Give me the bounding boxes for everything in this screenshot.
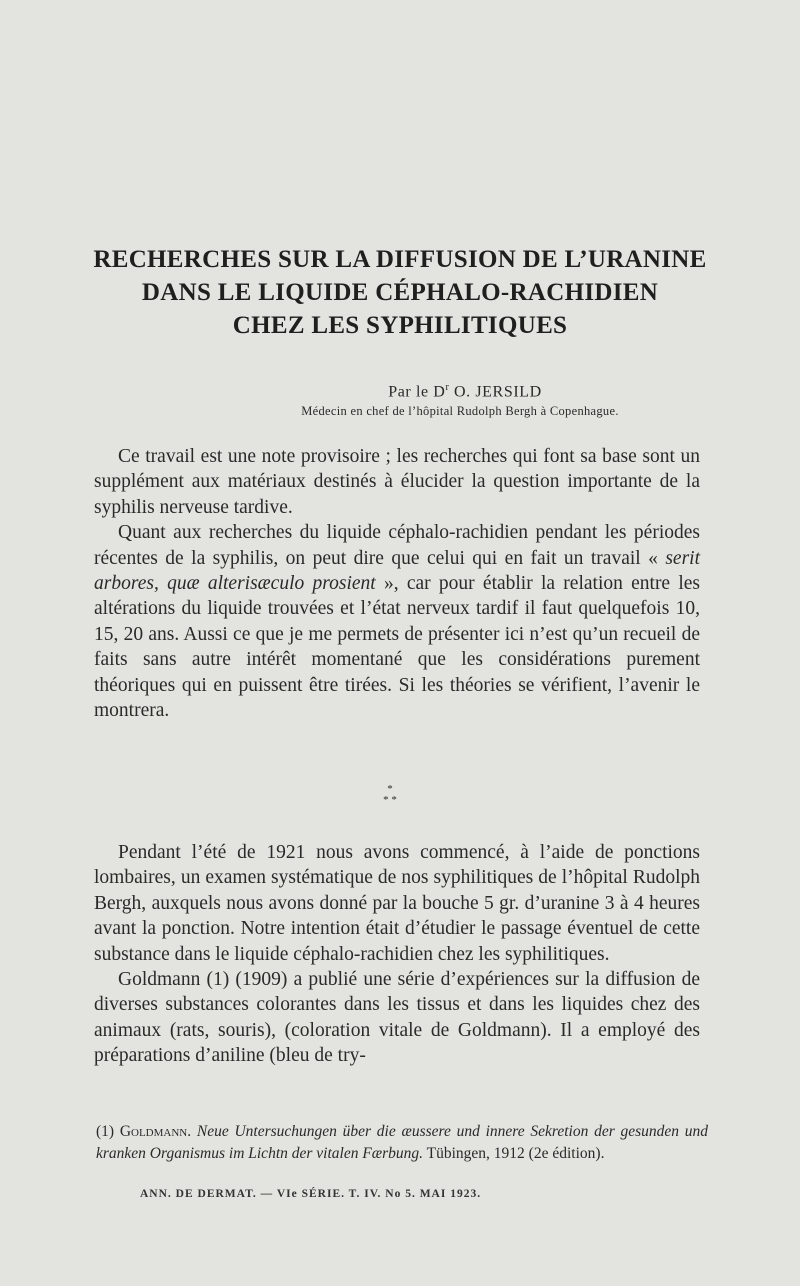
title-line-3: CHEZ LES SYPHILITIQUES [232,312,568,339]
author-name: O. JERSILD [449,383,542,401]
footnote-marker: (1) [96,1123,120,1140]
footnote-author: Goldmann. [119,1123,192,1140]
title-line-1: RECHERCHES SUR LA DIFFUSION DE L’URANINE [93,246,707,273]
footnote-publication: Tübingen, 1912 (2e édition). [423,1144,605,1162]
paragraph: Ce travail est une note provisoire ; les recherches qui font sa base sont un supplément aux matériaux destinés à élucider la question importante de la syphilis nerveuse tardive. [94,446,700,518]
main-section [94,840,700,1069]
paragraph-text: Quant aux recherches du liquide céphalo-rachidien pendant les périodes récentes de la syphilis, on peut dire que celui qui en fait un travail « [94,522,700,569]
author-line [220,382,710,401]
author-title-sup: r [445,382,450,393]
article-title [60,243,740,342]
author-prefix: Par le D [388,383,446,401]
paragraph: Pendant l’été de 1921 nous avons commencé, à l’aide de ponctions lombaires, un examen systématique de nos syphilitiques de l’hôpital Rudolph Bergh, auxquels nous avons donné par la bouche 5 gr. d’uranine 3 à 4 heures avant la ponction. Notre intention était d’étudier le passage éventuel de cette substance dans le liquide céphalo-rachidien chez les syphilitiques. [94,842,700,965]
paragraph [94,520,700,723]
footnote-work-title: Neue Untersuchungen über die æussere und innere Sekretion der gesunden und kranken Organismus im Lichtn der vitalen Færbung. [96,1123,709,1162]
intro-section [94,444,700,723]
journal-footer: ANN. DE DERMAT. — VIe SÉRIE. T. IV. No 5. MAI 1923. [140,1188,482,1200]
separator-star-top: * [387,783,393,795]
footnote [96,1121,708,1164]
separator-stars-bottom: * * [383,794,397,806]
author-affiliation: Médecin en chef de l’hôpital Rudolph Bergh à Copenhague. [301,404,619,418]
latin-quote: serit arbores, quæ alterisæculo prosient [94,547,700,595]
title-line-2: DANS LE LIQUIDE CÉPHALO-RACHIDIEN [141,279,659,306]
paragraph: Goldmann (1) (1909) a publié une série d’expériences sur la diffusion de diverses substances colorantes dans les tissus et dans les liquides chez des animaux (rats, souris), (coloration vitale de Goldmann). Il a employé des préparations d’aniline (bleu de try- [94,969,700,1067]
paragraph-text: », car pour établir la relation entre les altérations du liquide trouvées et l’état nerveux tardif il faut quelquefois 10, 15, 20 ans. Aussi ce que je me permets de présenter ici n’est qu’un recueil de faits sans autre intérêt momentané que les considérations purement théoriques qui en puissent être tirées. Si les théories se vérifient, l’avenir le montrera. [94,573,701,722]
section-separator [370,784,410,806]
